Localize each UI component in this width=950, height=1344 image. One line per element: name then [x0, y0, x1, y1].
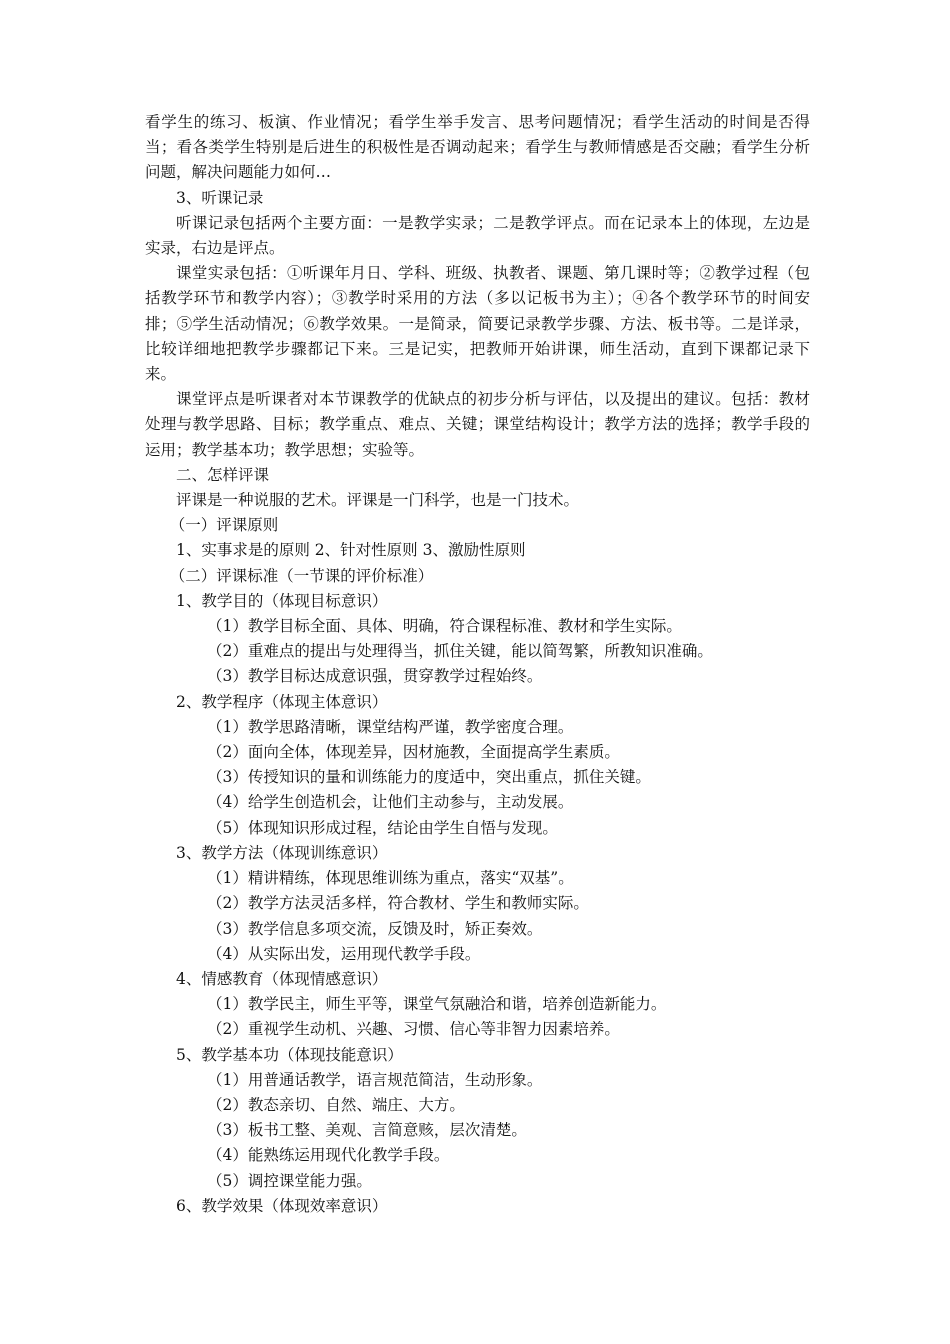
list-item: （2）教态亲切、自然、端庄、大方。 [207, 1095, 465, 1114]
list-item: （4）给学生创造机会，让他们主动参与，主动发展。 [207, 793, 574, 812]
list-item: （1）用普通话教学，语言规范简洁，生动形象。 [207, 1070, 543, 1089]
list-item: （4）能熟练运用现代化教学手段。 [207, 1146, 450, 1165]
paragraph-classroom-record: 课堂实录包括：①听课年月日、学科、班级、执教者、课题、第几课时等；②教学过程（包括教学环节和教学内容）；③教学时采用的方法（多以记板书为主）；④各个教学环节的时间安排；⑤学生活动情况；⑥教学效果。一是简录，简要记录教学步骤、方法、板书等。二是详录，比较详细地把教学步骤都记下来。三是记实，把教师开始讲课，师生活动，直到下课都记录下来。 [145, 264, 810, 384]
list-item: （2）面向全体，体现差异，因材施教，全面提高学生素质。 [207, 743, 620, 762]
section-title: 6、教学效果（体现效率意识） [176, 1196, 388, 1215]
paragraph-principles-list: 1、实事求是的原则 2、针对性原则 3、激励性原则 [176, 541, 526, 560]
heading-how-to-evaluate: 二、怎样评课 [176, 465, 270, 484]
heading-evaluation-standards: （二）评课标准（一节课的评价标准） [169, 566, 434, 585]
section-emotional-education [145, 967, 810, 1043]
list-item: （3）传授知识的量和训练能力的度适中，突出重点，抓住关键。 [207, 768, 651, 787]
list-item: （3）教学信息多项交流，反馈及时，矫正奏效。 [207, 919, 543, 938]
list-item: （2）教学方法灵活多样，符合教材、学生和教师实际。 [207, 894, 589, 913]
heading-listening-records: 3、听课记录 [176, 188, 264, 207]
paragraph-evaluation-art: 评课是一种说服的艺术。评课是一门科学，也是一门技术。 [176, 491, 580, 510]
list-item: （4）从实际出发，运用现代教学手段。 [207, 944, 481, 963]
list-item: （5）调控课堂能力强。 [207, 1171, 372, 1190]
document-page [145, 110, 810, 1219]
heading-evaluation-principles: （一）评课原则 [169, 516, 279, 535]
section-teaching-method [145, 841, 810, 967]
section-title: 1、教学目的（体现目标意识） [176, 591, 388, 610]
paragraph-observe-students: 看学生的练习、板演、作业情况；看学生举手发言、思考问题情况；看学生活动的时间是否得当；看各类学生特别是后进生的积极性是否调动起来；看学生与教师情感是否交融；看学生分析问题，解决问题能力如何… [145, 113, 810, 182]
section-teaching-effect [145, 1194, 810, 1219]
list-item: （2）重视学生动机、兴趣、习惯、信心等非智力因素培养。 [207, 1020, 620, 1039]
list-item: （3）板书工整、美观、言简意赅，层次清楚。 [207, 1121, 527, 1140]
section-title: 3、教学方法（体现训练意识） [176, 843, 388, 862]
section-teaching-goal [145, 589, 810, 690]
paragraph-classroom-comment: 课堂评点是听课者对本节课教学的优缺点的初步分析与评估，以及提出的建议。包括：教材处理与教学思路、目标；教学重点、难点、关键；课堂结构设计；教学方法的选择；教学手段的运用；教学基本功；教学思想；实验等。 [145, 390, 810, 459]
section-title: 5、教学基本功（体现技能意识） [176, 1045, 403, 1064]
list-item: （1）精讲精练，体现思维训练为重点，落实“双基”。 [207, 869, 574, 888]
paragraph-records: 听课记录包括两个主要方面：一是教学实录；二是教学评点。而在记录本上的体现，左边是实录，右边是评点。 [145, 213, 810, 258]
list-item: （3）教学目标达成意识强，贯穿教学过程始终。 [207, 667, 543, 686]
section-title: 4、情感教育（体现情感意识） [176, 969, 388, 988]
list-item: （5）体现知识形成过程，结论由学生自悟与发现。 [207, 818, 558, 837]
list-item: （1）教学目标全面、具体、明确，符合课程标准、教材和学生实际。 [207, 617, 682, 636]
list-item: （1）教学思路清晰，课堂结构严谨，教学密度合理。 [207, 717, 574, 736]
list-item: （2）重难点的提出与处理得当，抓住关键，能以简驾繁，所教知识准确。 [207, 642, 713, 661]
list-item: （1）教学民主，师生平等，课堂气氛融洽和谐，培养创造新能力。 [207, 995, 667, 1014]
section-teaching-procedure [145, 690, 810, 841]
section-teaching-skills [145, 1043, 810, 1194]
section-title: 2、教学程序（体现主体意识） [176, 692, 388, 711]
